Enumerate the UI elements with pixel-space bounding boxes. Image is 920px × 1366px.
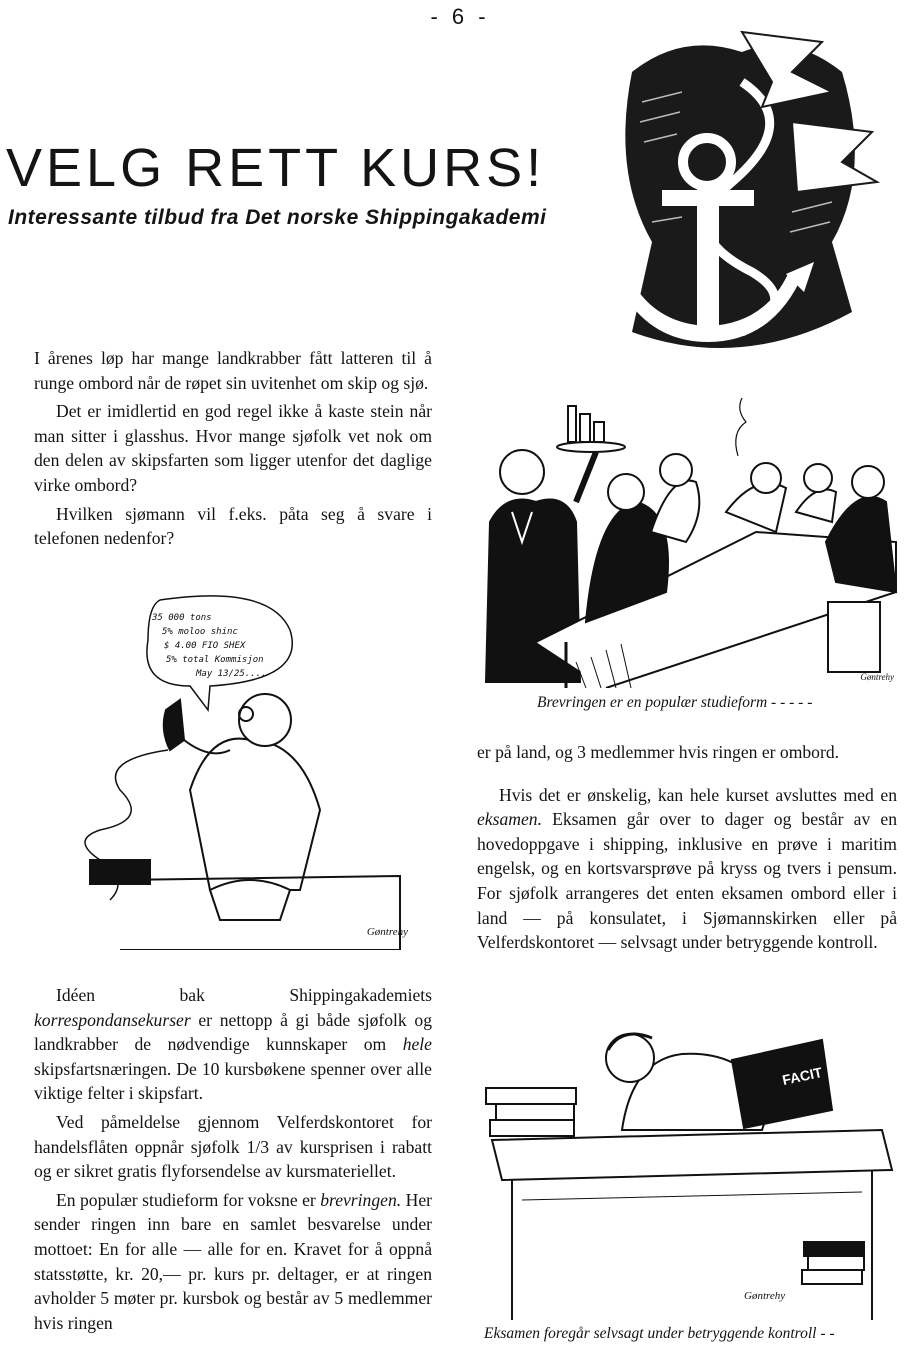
speech-bubble-line: May 13/25.... [196,669,267,679]
exam-cartoon [482,1020,902,1320]
intro-paragraph: Det er imidlertid en god regel ikke å kaste stein når man sitter i glasshus. Hvor mange sjøfolk vet nok om den delen av skipsfarten som ligger utenfor det daglige virke ombord? [34,401,432,495]
text-run: Idéen bak Shippingakademiets [56,985,432,1005]
text-run: skipsfartsnæringen. De 10 kursbøkene spenner over alle viktige felter i skipsfart. [34,1058,432,1104]
anchor-icon [592,12,892,372]
speech-bubble-line: 35 000 tons [152,613,212,623]
paragraph-enrollment: Ved påmeldelse gjennom Velferdskontoret for handelsflåten oppnår sjøfolk 1/3 av kursprisen i rabatt og er sikret gratis flyforsendelse av kursmateriellet. [34,1111,432,1182]
left-column-text [34,983,432,1339]
page-title: VELG RETT KURS! [6,138,546,198]
facit-book-label: FACIT [780,1063,824,1089]
paragraph-courses [34,983,432,1106]
intro-paragraph: Hvilken sjømann vil f.eks. påta seg å svare i telefonen nedenfor? [34,503,432,549]
artist-signature: Gøntrehy [744,1290,786,1302]
speech-bubble-line: $ 4.00 FIO SHEX [164,641,246,651]
text-run: Her sender ringen inn bare en samlet besvarelse under mottoet: En for alle — alle for en. Kravet for å oppnå statsstøtte, kr. 20,— pr. kurs pr. deltager, er at ringen avholder 5 møter pr. kursbok og består av 5 medlemmer hvis ringen [34,1189,432,1333]
text-run: Eksamen går over to dager og består av en hovedoppgave i shipping, inklusive en prøve i maritim engelsk, og en kortsvarsprøve på kryss og tvers i pensum. For sjøfolk arrangeres det enten eksamen ombord eller i land — på konsulatet, i Sjømannskirken eller på Velferdskontoret — selvsagt under betryggende kontroll. [477,809,897,953]
intro-text [34,346,432,555]
emphasis-courses: korrespondansekurser [34,1009,191,1030]
text-run: En populær studieform for voksne er [56,1189,321,1210]
phone-call-cartoon [60,590,420,950]
exam-caption: Eksamen foregår selvsagt under betryggende kontroll - - [484,1325,835,1342]
page-subtitle: Interessante tilbud fra Det norske Shippingakademi [8,206,547,229]
study-ring-caption: Brevringen er en populær studieform - - - - - [537,694,813,711]
artist-signature: Gøntrehy [366,926,408,938]
paragraph-study-ring [34,1188,432,1336]
paragraph-continued: er på land, og 3 medlemmer hvis ringen er ombord. [477,742,840,762]
right-column-text [477,740,897,959]
artist-signature: Gøntrehy [860,672,894,682]
speech-bubble-line: 5% total Kommisjon [166,655,264,665]
anchor-emblem-illustration [592,12,892,372]
emphasis-hele: hele [402,1034,432,1055]
text-run: er nettopp å gi både sjøfolk og landkrabber de nødvendige kunnskaper om [34,1009,432,1055]
text-run: Hvis det er ønskelig, kan hele kurset avsluttes med en [499,784,897,805]
speech-bubble-line: 5% moloo shinc [162,627,238,637]
study-ring-cartoon [476,392,900,688]
page-number: - 6 - [430,4,490,29]
intro-paragraph: I årenes løp har mange landkrabber fått latteren til å runge ombord når de røpet sin uvitenhet om skip og sjø. [34,348,432,393]
paragraph-exam [477,783,897,955]
emphasis-brevringen: brevringen. [320,1189,402,1210]
emphasis-eksamen: eksamen. [477,809,542,830]
